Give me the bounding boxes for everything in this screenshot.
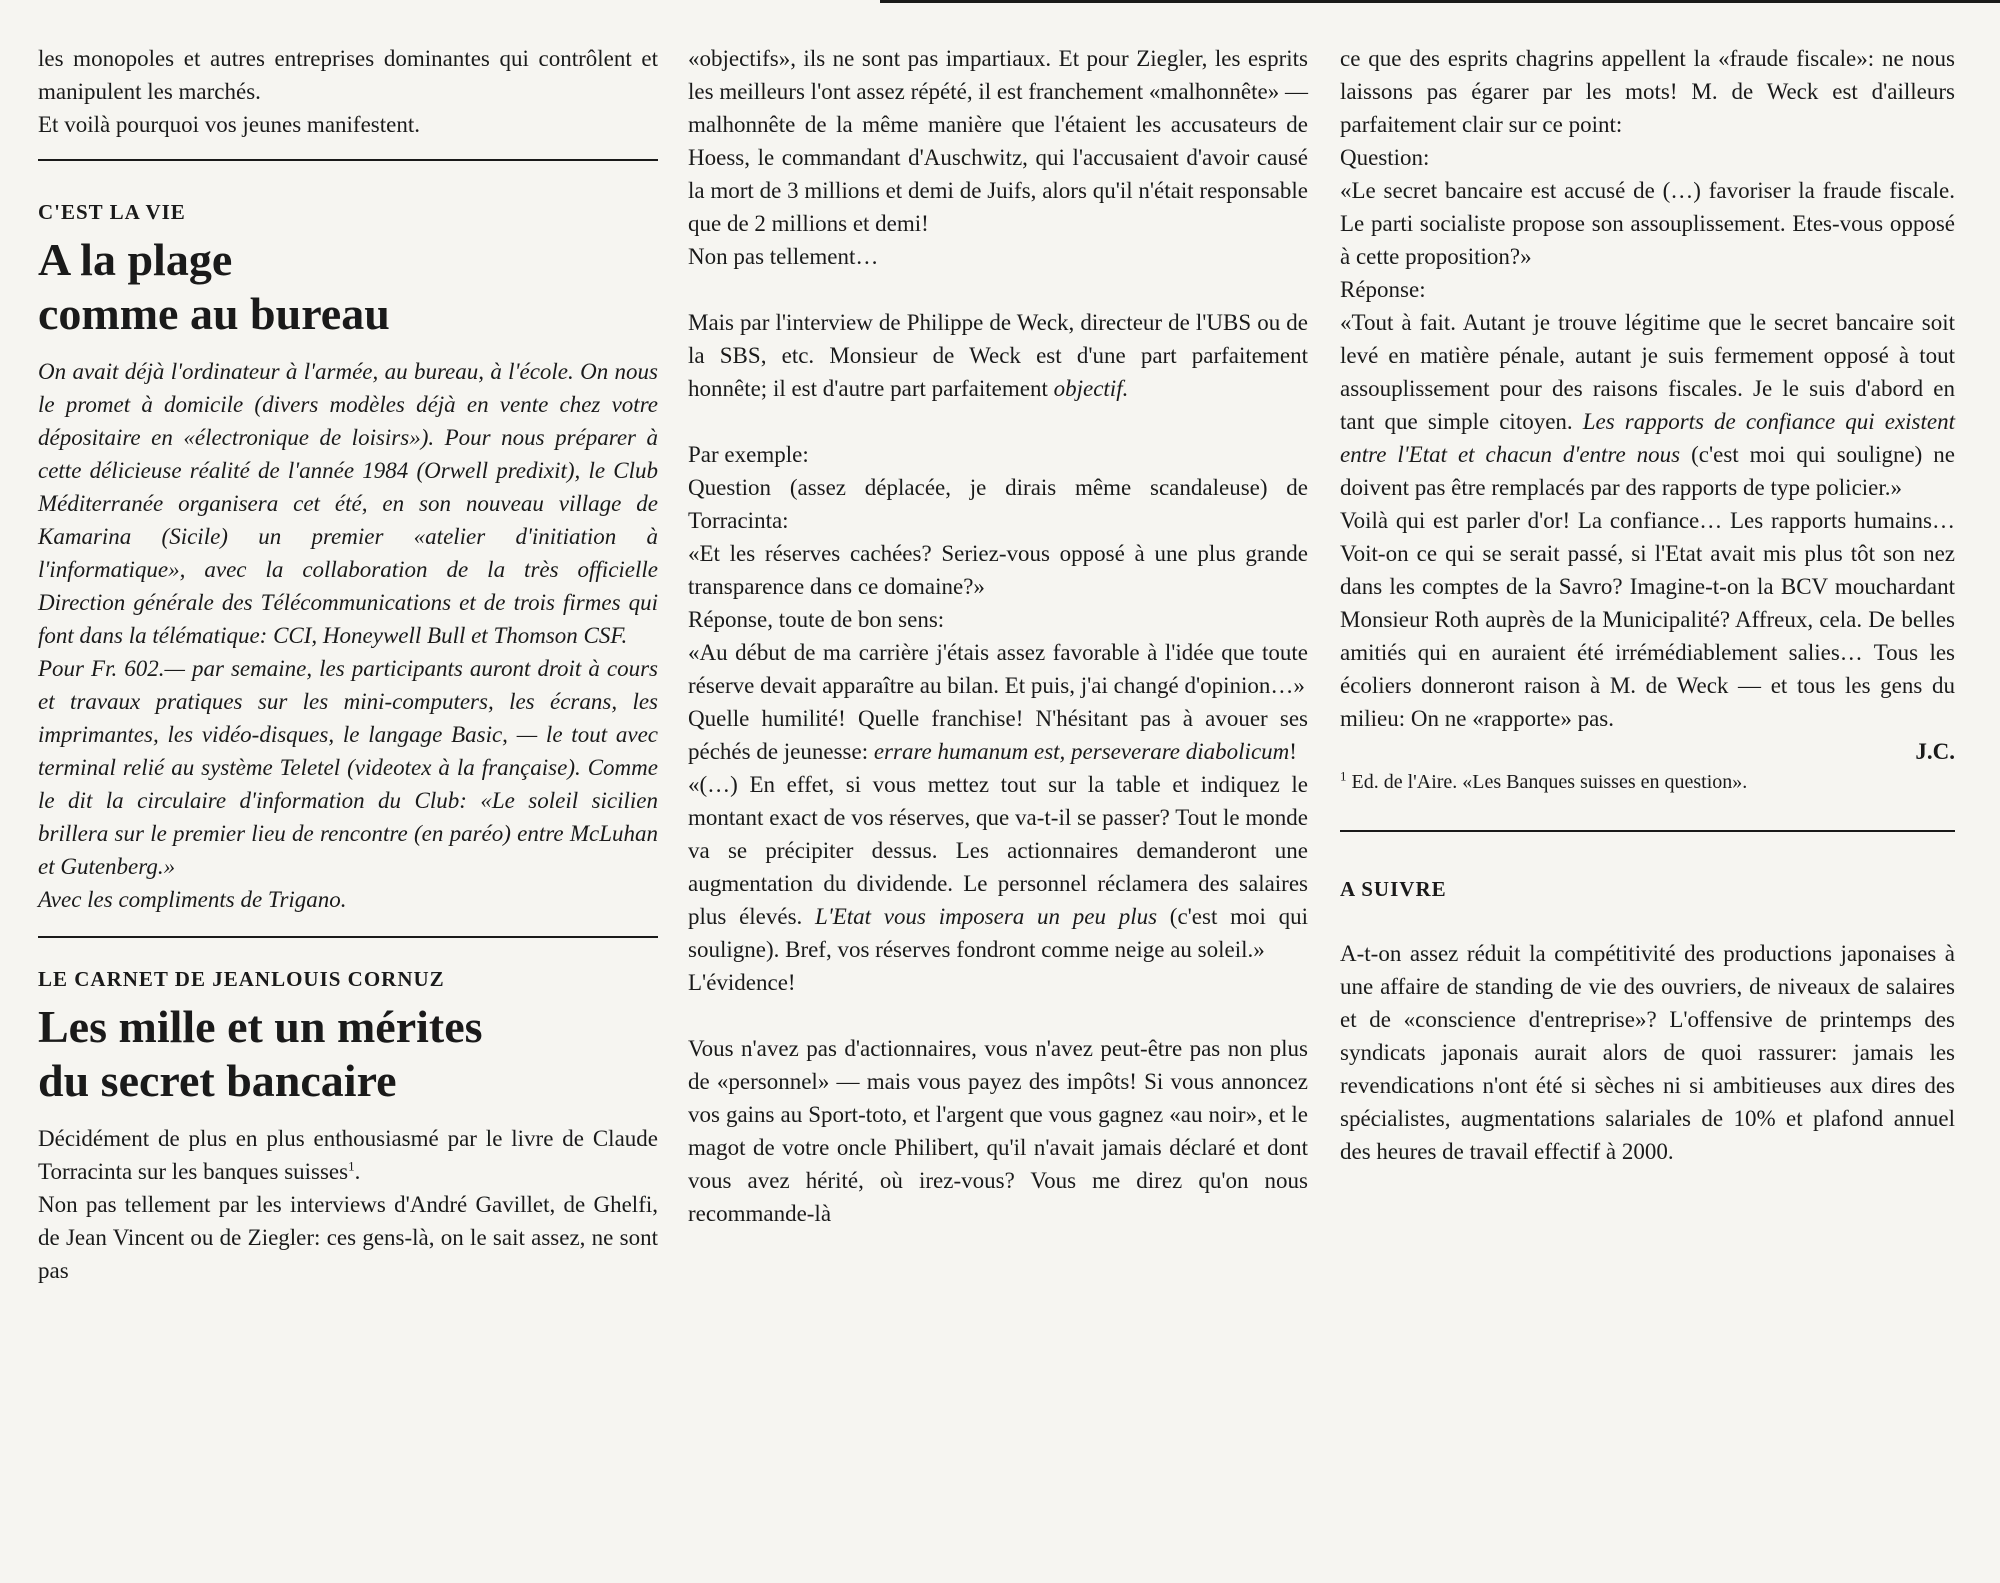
intro-para-1: les monopoles et autres entreprises dominantes qui contrôlent et manipulent les marchés. — [38, 46, 658, 104]
headline-line-1: A la plage — [38, 234, 233, 285]
text-run: Décidément de plus en plus enthousiasmé par le livre de Claude Torracinta sur les banques suisses — [38, 1126, 658, 1184]
article-para — [688, 306, 1308, 405]
article-para: A-t-on assez réduit la compétitivité des productions japonaises à une affaire de standing de vie des ouvriers, de niveaux de salaires et de «conscience d'entreprise»? L'offensive de printemps des syndicats japonais aurait alors de quoi rassurer: jamais les revendications n'ont été si sèches ni si ambitieuses aux dires des spécialistes, augmentations salariales de 10% et plafond annuel des heures de travail effectif à 2000. — [1340, 941, 1955, 1164]
article-para: Non pas tellement… — [688, 244, 879, 269]
article-para — [1340, 306, 1955, 504]
top-rule — [880, 0, 2000, 3]
text-run: . — [354, 1159, 361, 1184]
article-para: ce que des esprits chagrins appellent la «fraude fiscale»: ne nous laissons pas égarer par les mots! M. de Weck est d'ailleurs parfaitement clair sur ce point: — [1340, 46, 1955, 137]
article-para: «Et les réserves cachées? Seriez-vous opposé à une plus grande transparence dans ce domaine?» — [688, 541, 1308, 599]
footnote-text: Ed. de l'Aire. «Les Banques suisses en question». — [1346, 771, 1748, 793]
text-run-italic: objectif. — [1053, 376, 1129, 401]
article-para: Réponse: — [1340, 277, 1426, 302]
article-headline — [38, 233, 658, 341]
text-run: «Tout à fait. Autant je trouve légitime que le secret bancaire soit levé en matière pénale, autant je suis fermement opposé à tout assouplissement pour des raisons fiscales. Je le suis d'abord en tant que simple citoyen. — [1340, 310, 1955, 434]
article-para — [688, 702, 1308, 768]
article-para: «Au début de ma carrière j'étais assez favorable à l'idée que toute réserve devait apparaître au bilan. Et puis, j'ai changé d'opinion…» — [688, 640, 1308, 698]
headline-line-2: du secret bancaire — [38, 1055, 397, 1106]
article-para: On avait déjà l'ordinateur à l'armée, au bureau, à l'école. On nous le promet à domicile (divers modèles déjà en vente chez votre dépositaire en «électronique de loisirs»). Pour nous préparer à cette délicieuse réalité de l'année 1984 (Orwell predixit), le Club Méditerranée organisera cet été, en son nouveau village de Kamarina (Sicile) un premier «atelier d'initiation à l'informatique», avec la collaboration de la très officielle Direction générale des Télécommunications et de trois firmes qui font dans la télématique: CCI, Honeywell Bull et Thomson CSF. — [38, 359, 658, 648]
section-kicker: A SUIVRE — [1340, 877, 1447, 901]
text-run: (c'est moi qui souligne). Bref, vos réserves fondront comme neige au soleil.» — [688, 904, 1308, 962]
article-para: Réponse, toute de bon sens: — [688, 607, 945, 632]
text-run: ! — [1289, 739, 1297, 764]
article-para — [38, 1122, 658, 1188]
footnote-ref: 1 — [348, 1158, 355, 1174]
section-kicker: C'EST LA VIE — [38, 200, 186, 224]
article-para: Voilà qui est parler d'or! La confiance… Les rapports humains… Voit-on ce qui se serait passé, si l'Etat avait mis plus tôt son nez dans les comptes de la Savro? Imagine-t-on la BCV mouchardant Monsieur Roth auprès de la Municipalité? Affreux, cela. De belles amitiés qui en auraient été irrémédiablement salies… Tous les écoliers donneront raison à M. de Weck — et tous les gens du milieu: On ne «rapporte» pas. — [1340, 508, 1955, 731]
text-run-italic: L'Etat vous imposera un peu plus — [815, 904, 1158, 929]
footnote — [1340, 768, 1955, 796]
column-2 — [688, 42, 1308, 1230]
footnote-number: 1 — [1340, 768, 1347, 784]
article-para: Avec les compliments de Trigano. — [38, 887, 347, 912]
intro-para-2: Et voilà pourquoi vos jeunes manifestent. — [38, 112, 420, 137]
article-para: «Le secret bancaire est accusé de (…) favoriser la fraude fiscale. Le parti socialiste propose son assouplissement. Etes-vous opposé à cette proposition?» — [1340, 178, 1955, 269]
article-para — [688, 768, 1308, 966]
text-run: «(…) En effet, si vous mettez tout sur la table et indiquez le montant exact de vos réserves, que va-t-il se passer? Tout le monde va se précipiter dessus. Les actionnaires demanderont une augmentation du dividende. Le personnel réclamera des salaires plus élevés. — [688, 772, 1308, 929]
column-3 — [1340, 42, 1955, 1168]
section-divider — [1340, 830, 1955, 832]
article-headline — [38, 1000, 658, 1108]
article-para: Pour Fr. 602.— par semaine, les participants auront droit à cours et travaux pratiques sur les mini-computers, les écrans, les imprimantes, les vidéo-disques, le langage Basic, — le tout avec terminal relié au système Teletel (videotex à la française). Comme le dit la circulaire d'information du Club: «Le soleil sicilien brillera sur le premier lieu de rencontre (en paréo) entre McLuhan et Gutenberg.» — [38, 656, 658, 879]
article-para: Non pas tellement par les interviews d'André Gavillet, de Ghelfi, de Jean Vincent ou de Ziegler: ces gens-là, on le sait assez, ne sont pas — [38, 1192, 658, 1283]
article-para: Vous n'avez pas d'actionnaires, vous n'avez peut-être pas non plus de «personnel» — mais vous payez des impôts! Si vous annoncez vos gains au Sport-toto, et l'argent que vous gagnez «au noir», et le magot de votre oncle Philibert, qu'il n'avait jamais déclaré et dont vous avez hérité, où irez-vous? Vous me direz qu'on nous recommande-là — [688, 1036, 1308, 1226]
text-run: Mais par l'interview de Philippe de Weck, directeur de l'UBS ou de la SBS, etc. Monsieur de Weck est d'une part parfaitement honnête; il est d'autre part parfaitement — [688, 310, 1308, 401]
column-1 — [38, 42, 658, 1287]
article-para: Question: — [1340, 145, 1430, 170]
article-para: L'évidence! — [688, 970, 796, 995]
text-run: Quelle humilité! Quelle franchise! N'hésitant pas à avouer ses péchés de jeunesse: — [688, 706, 1308, 764]
headline-line-1: Les mille et un mérites — [38, 1001, 483, 1052]
article-para: Question (assez déplacée, je dirais même scandaleuse) de Torracinta: — [688, 475, 1308, 533]
section-kicker: LE CARNET DE JEANLOUIS CORNUZ — [38, 967, 445, 991]
section-divider — [38, 159, 658, 161]
text-run: (c'est moi qui souligne) ne doivent pas être remplacés par des rapports de type policier.» — [1340, 442, 1955, 500]
article-para: Par exemple: — [688, 442, 809, 467]
text-run-italic: errare humanum est, perseverare diabolicum — [873, 739, 1290, 764]
headline-line-2: comme au bureau — [38, 288, 390, 339]
text-run-italic: Les rapports de confiance qui existent entre l'Etat et chacun d'entre nous — [1340, 409, 1955, 467]
author-signature: J.C. — [1915, 739, 1955, 764]
article-para: «objectifs», ils ne sont pas impartiaux. Et pour Ziegler, les esprits les meilleurs l'ont assez répété, il est franchement «malhonnête» — malhonnête de la même manière que l'étaient les accusateurs de Hoess, le commandant d'Auschwitz, qui l'accusaient d'avoir causé la mort de 3 millions et demi de Juifs, alors qu'il n'était responsable que de 2 millions et demi! — [688, 46, 1308, 236]
section-divider — [38, 936, 658, 938]
